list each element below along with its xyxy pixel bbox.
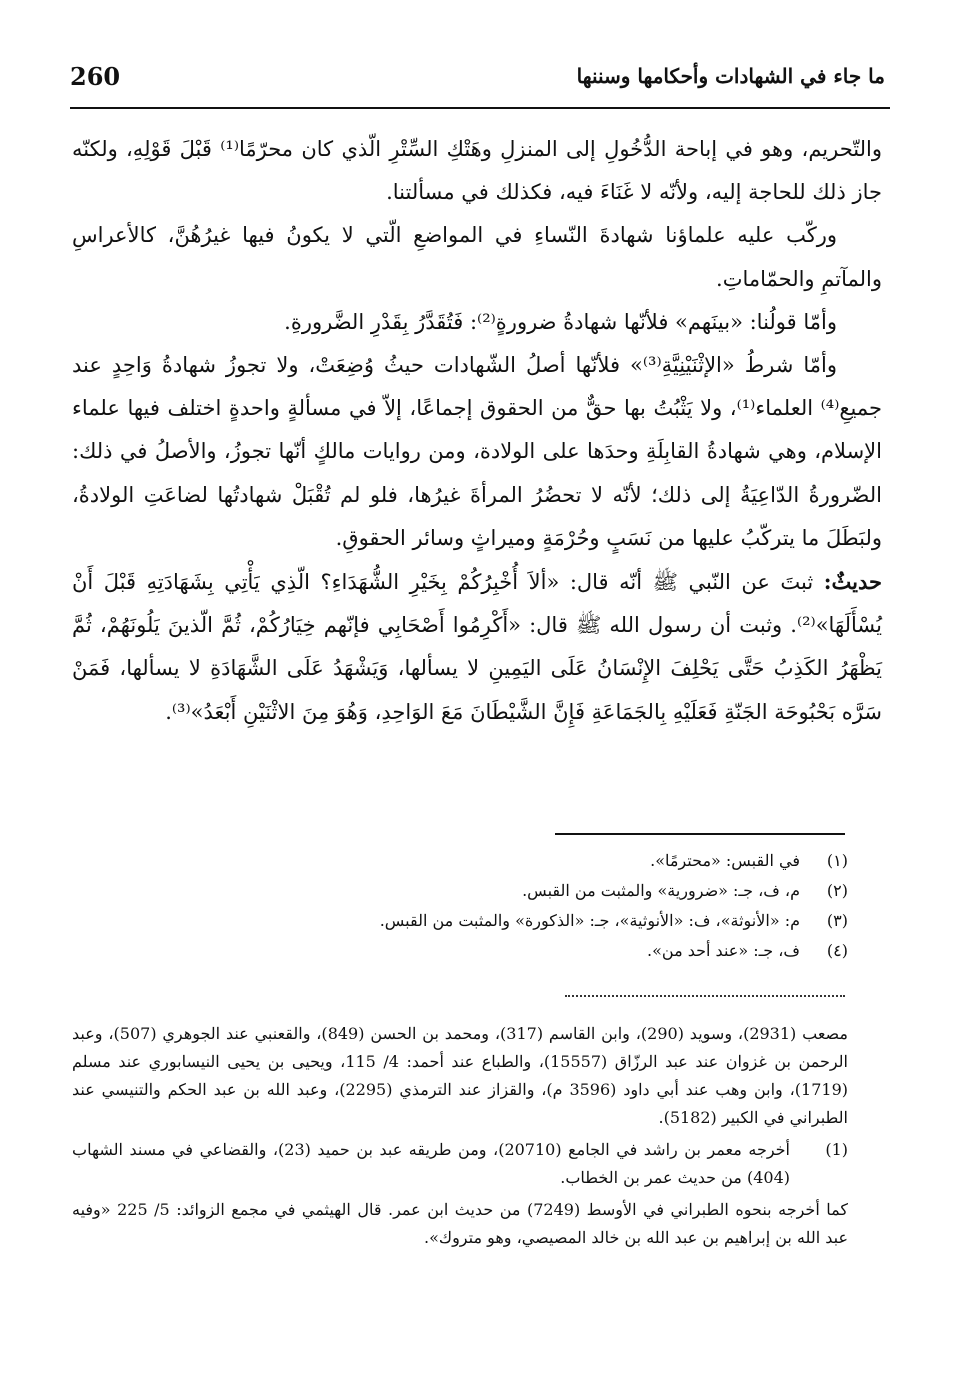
editor-note-1 bbox=[72, 1136, 848, 1192]
footnote-item bbox=[120, 936, 848, 966]
footnote-item bbox=[120, 906, 848, 936]
page-number: 260 bbox=[70, 62, 121, 91]
footnote-text: م: «الأنوثة»، ف: «الأنوثية»، جـ: «الذكورة» والمثبت من القبس. bbox=[379, 911, 800, 930]
footnote-text: ف، جـ: «عند أحد من». bbox=[647, 941, 800, 960]
footnote-number: (٣) bbox=[826, 911, 848, 930]
hadith-text: ثبتَ عن النّبي ﷺ أنّه قال: «ألاَ أُخْبِرُكُمْ بِخَيْرِ الشُّهَدَاءِ؟ الّذِي يَأْتِي بِشَهَادَتِهِ قَبْلَ أَنْ يُسْأَلَهَا»⁽²⁾. وثبت أن رسول الله ﷺ قال: «أَكْرِمُوا أَصْحَابِي فإنّهم خِيَارُكُمْ، ثُمَّ الّذينَ يَلُونَهُمْ، ثُمَّ يَظْهَرُ الكَذِبُ حَتَّى يَحْلِفَ الإِنْسَانُ عَلَى اليَمِينِ لا يسألها، وَيَشْهَدُ عَلَى الشَّهَادَةِ لا يسألها، فَمَنْ سَرَّه بَحْبُوحَة الجَنّةِ فَعَلَيْهِ بِالجَمَاعَةِ فَإِنَّ الشَّيْطَانَ مَعَ الوَاحِدِ، وَهُوَ مِنَ الاثْنَيْنِ أَبْعَدُ»⁽³⁾. bbox=[72, 570, 882, 724]
note-text: أخرجه معمر بن راشد في الجامع (20710)، ومن طريقه عبد بن حميد (23)، والقضاعي في مسند الشهاب (404) من حديث عمر بن الخطاب. bbox=[72, 1140, 790, 1187]
paragraph-1: والتّحريم، وهو في إباحة الدُّخُولِ إلى المنزلِ وهَتْكِ السِّتْرِ الّذي كان محرّمًا⁽¹⁾ قَبْلَ قَوْلِهِ، ولكنّه جاز ذلك للحاجة إليه، ولأنّه لا غَنَاءَ فيه، فكذلك في مسألتنا. bbox=[72, 137, 882, 205]
hadith-label: حديثٌ: bbox=[823, 569, 882, 595]
editor-notes bbox=[72, 1020, 848, 1256]
footnote-text: م، ف، جـ: «ضرورية» والمثبت من القبس. bbox=[522, 881, 800, 900]
main-text bbox=[72, 128, 882, 734]
footnote-number: (١) bbox=[826, 851, 848, 870]
paragraph-3: وأمّا قولُنا: «بينَهم» فلأنّها شهادةُ ضرورةٍ⁽²⁾: فَتُقَدَّرُ بِقَدْرِ الضَّرورةِ. bbox=[284, 309, 837, 334]
footnote-number: (٢) bbox=[826, 881, 848, 900]
footnote-item bbox=[120, 846, 848, 876]
footnote-item bbox=[120, 876, 848, 906]
footnote-divider bbox=[555, 833, 845, 835]
paragraph-4: وأمّا شرطُ «الإثْنَيْنِيَّةِ⁽³⁾» فلأنّها أصلُ الشّهادات حيثُ وُضِعَتْ، ولا تجوزُ شهادةُ وَاحِدٍ عند جميعِ⁽⁴⁾ العلماء⁽¹⁾، ولا يَثْبُتُ بها حقٌّ من الحقوق إجماعًا، إلاّ في مسألةٍ واحدةٍ اختلف فيها علماء الإسلام، وهي شهادةُ القابِلَةِ وحدَها على الولادة، ومن روايات مالكٍ أنّها تجوزُ، والأصلُ في ذلك: الضّرورةُ الدّاعِيَةُ إلى ذلك؛ لأنّه لا تحضُرُ المرأةَ غيرُها، فلو لم تُقْبَلْ شهادتُها لضاعَتِ الولادةُ، ولبَطَلَ ما يتركّبُ عليها من نَسَبٍ وحُرْمَةٍ وميراثٍ وسائر الحقوقِ. bbox=[72, 353, 882, 550]
note-extra: كما أخرجه بنحوه الطبراني في الأوسط (7249) من حديث ابن عمر. قال الهيثمي في مجمع الزوائد: 5/ 225 «وفيه عبد الله بن إبراهيم بن عبد الله بن خالد المصيصي، وهو متروك». bbox=[72, 1200, 849, 1247]
paragraph-2: وركّب عليه علماؤنا شهادةَ النّساءِ في المواضعِ الّتي لا يكونُ فيها غيرُهُنَّ، كالأعراسِ والمآتمِ والحمّاماتِ. bbox=[72, 223, 882, 291]
hadith-paragraph bbox=[72, 560, 882, 734]
footnote-text: في القبس: «محترمًا». bbox=[650, 851, 800, 870]
dotted-divider bbox=[565, 995, 845, 997]
note-continuation: مصعب (2931)، وسويد (290)، وابن القاسم (317)، ومحمد بن الحسن (849)، والقعنبي عند الجوهري (507)، وعبد الرحمن بن غزوان عند عبد الرزّاق (15557)، والطباع عند أحمد: 4/ 115، ويحيى بن يحيى النيسابوري عند مسلم (1719)، وابن وهب عند أبي داود (3596 م)، والقزاز عند الترمذي (2295)، وعبد الله بن عبد الحكم والتنيسي عند الطبراني في الكبير (5182). bbox=[72, 1024, 849, 1127]
note-number: (1) bbox=[825, 1140, 848, 1159]
footnote-number: (٤) bbox=[826, 941, 848, 960]
running-title: ما جاء في الشهادات وأحكامها وسننها bbox=[576, 64, 885, 88]
manuscript-footnotes bbox=[120, 846, 848, 966]
header-divider bbox=[70, 107, 890, 109]
